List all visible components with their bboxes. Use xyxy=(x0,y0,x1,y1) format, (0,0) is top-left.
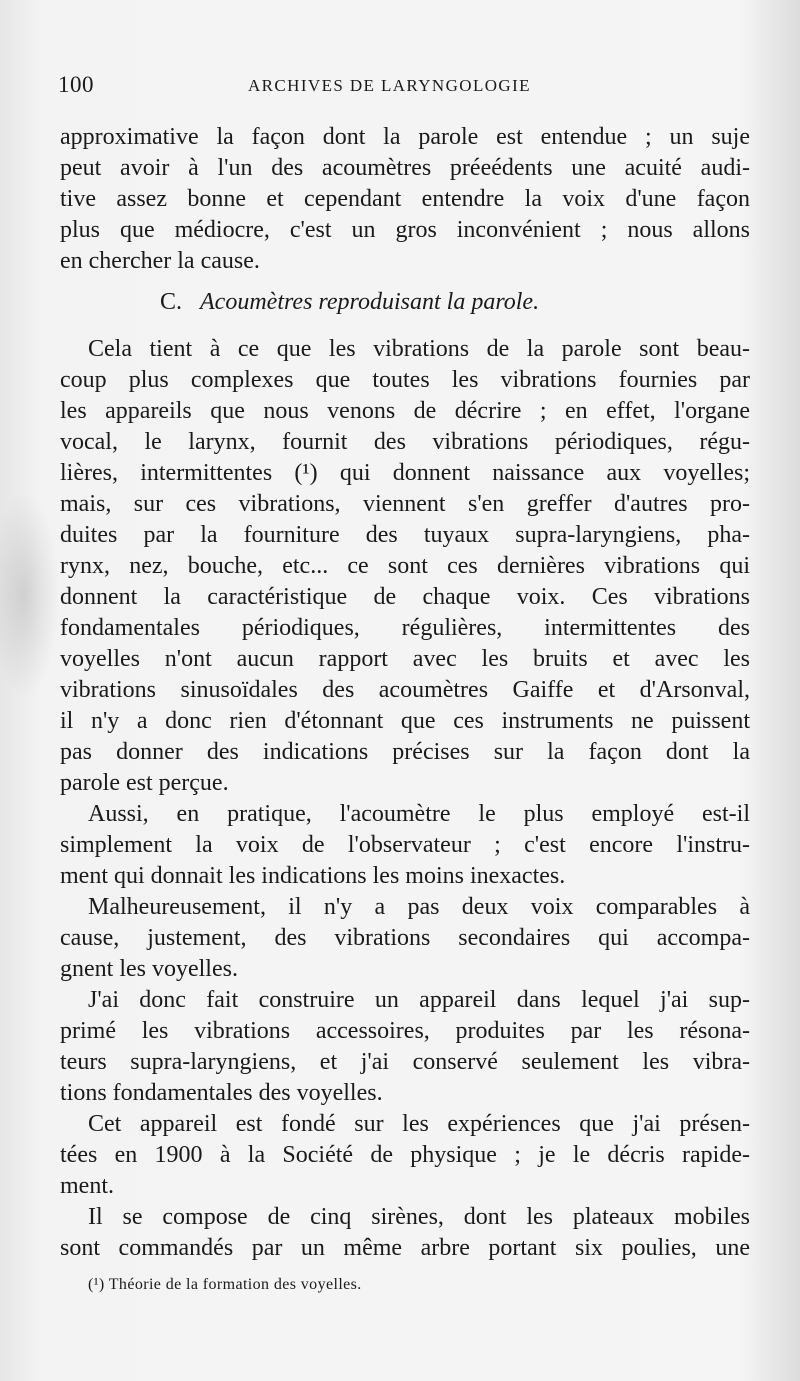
text-line: ment qui donnait les indications les moins inexactes. xyxy=(60,863,566,889)
text-line: parole est perçue. xyxy=(60,770,229,796)
text-line: tive assez bonne et cependant entendre la voix d'une façon xyxy=(60,186,750,212)
section-label: C. xyxy=(160,289,183,315)
paragraph-2 xyxy=(60,334,750,799)
paragraph-6 xyxy=(60,1109,750,1202)
text-line: tées en 1900 à la Société de physique ; je le décris rapide- xyxy=(60,1142,750,1168)
text-line: cause, justement, des vibrations secondaires qui accompa- xyxy=(60,925,750,951)
text-line: en chercher la cause. xyxy=(60,248,260,274)
running-head: ARCHIVES DE LARYNGOLOGIE xyxy=(248,76,531,95)
text-line: sont commandés par un même arbre portant six poulies, une xyxy=(60,1235,750,1261)
paragraph-4 xyxy=(60,892,750,985)
text-line: voyelles n'ont aucun rapport avec les bruits et avec les xyxy=(60,646,750,672)
text-line: vibrations sinusoïdales des acoumètres Gaiffe et d'Arsonval, xyxy=(60,677,750,703)
text-line: pas donner des indications précises sur la façon dont la xyxy=(60,739,750,765)
page-header xyxy=(58,72,758,104)
paragraph-7 xyxy=(60,1202,750,1264)
text-line: tions fondamentales des voyelles. xyxy=(60,1080,383,1106)
text-line: peut avoir à l'un des acoumètres préeédents une acuité audi- xyxy=(60,155,750,181)
text-line: Aussi, en pratique, l'acoumètre le plus employé est-il xyxy=(88,801,750,827)
text-line: Cet appareil est fondé sur les expériences que j'ai présen- xyxy=(88,1111,750,1137)
text-line: rynx, nez, bouche, etc... ce sont ces dernières vibrations qui xyxy=(60,553,750,579)
text-line: donnent la caractéristique de chaque voix. Ces vibrations xyxy=(60,584,750,610)
footnote: (¹) Théorie de la formation des voyelles. xyxy=(88,1276,362,1293)
text-line: ment. xyxy=(60,1173,114,1199)
body-text xyxy=(60,122,750,1264)
text-line: duites par la fourniture des tuyaux supra-laryngiens, pha- xyxy=(60,522,750,548)
page-number: 100 xyxy=(58,72,94,97)
text-line: gnent les voyelles. xyxy=(60,956,238,982)
paragraph-1 xyxy=(60,122,750,277)
text-line: approximative la façon dont la parole est entendue ; un suje xyxy=(60,124,750,150)
text-line: lières, intermittentes (¹) qui donnent naissance aux voyelles; xyxy=(60,460,750,486)
text-line: les appareils que nous venons de décrire ; en effet, l'organe xyxy=(60,398,750,424)
text-line: Cela tient à ce que les vibrations de la parole sont beau- xyxy=(88,336,750,362)
text-line: simplement la voix de l'observateur ; c'est encore l'instru- xyxy=(60,832,750,858)
text-line: teurs supra-laryngiens, et j'ai conservé seulement les vibra- xyxy=(60,1049,750,1075)
text-line: coup plus complexes que toutes les vibrations fournies par xyxy=(60,367,750,393)
text-line: J'ai donc fait construire un appareil dans lequel j'ai sup- xyxy=(88,987,750,1013)
text-line: Malheureusement, il n'y a pas deux voix comparables à xyxy=(88,894,750,920)
text-line: primé les vibrations accessoires, produites par les résona- xyxy=(60,1018,750,1044)
paragraph-3 xyxy=(60,799,750,892)
section-heading xyxy=(60,287,750,318)
text-line: mais, sur ces vibrations, viennent s'en greffer d'autres pro- xyxy=(60,491,750,517)
margin-stain xyxy=(0,490,60,700)
text-line: plus que médiocre, c'est un gros inconvénient ; nous allons xyxy=(60,217,750,243)
paragraph-5 xyxy=(60,985,750,1109)
text-line: Il se compose de cinq sirènes, dont les plateaux mobiles xyxy=(88,1204,750,1230)
text-line: fondamentales périodiques, régulières, intermittentes des xyxy=(60,615,750,641)
text-line: vocal, le larynx, fournit des vibrations périodiques, régu- xyxy=(60,429,750,455)
section-title: Acoumètres reproduisant la parole. xyxy=(200,289,540,315)
text-line: il n'y a donc rien d'étonnant que ces instruments ne puissent xyxy=(60,708,750,734)
